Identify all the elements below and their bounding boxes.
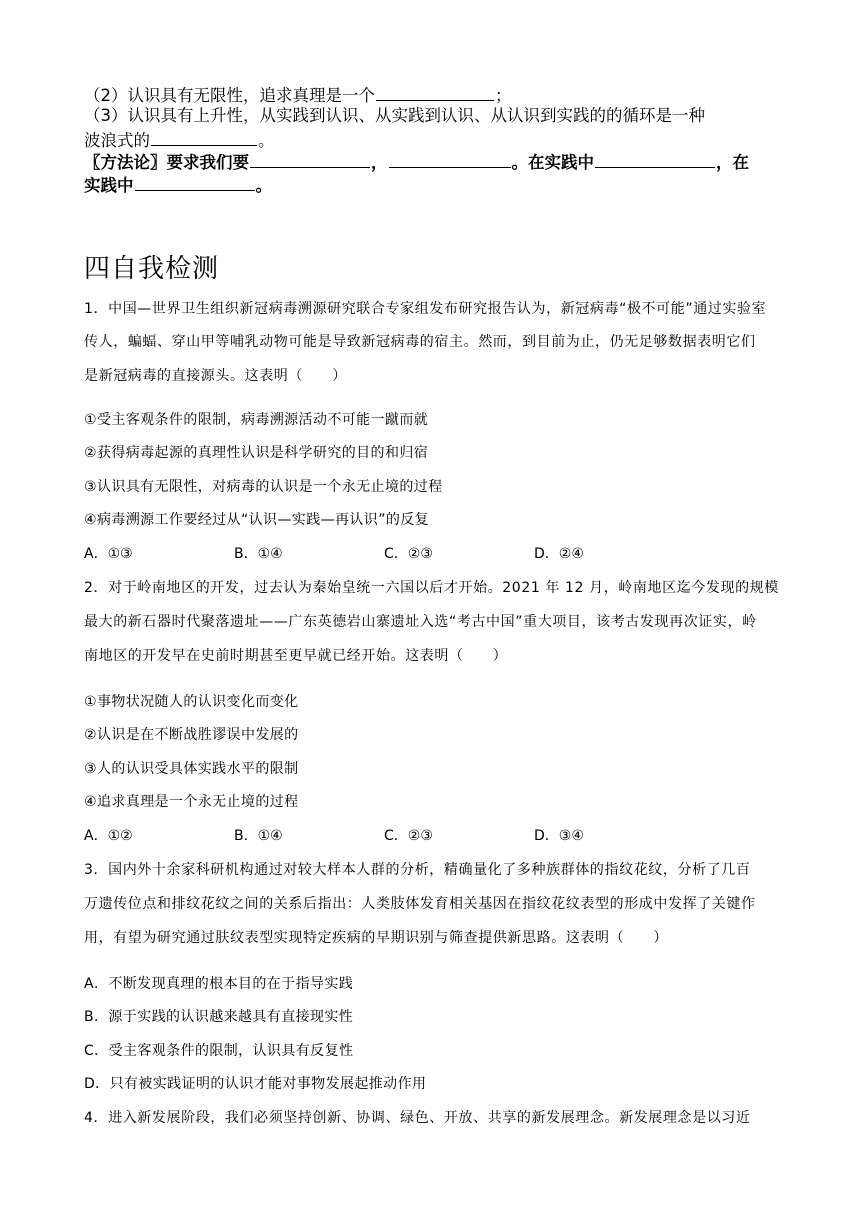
fill-blank[interactable] [389,153,511,168]
question-2-statement: ①事物状况随人的认识变化而变化 [84,694,299,710]
question-1-statement: ①受主客观条件的限制，病毒溯源活动不可能一蹴而就 [84,412,429,428]
fill-blank[interactable] [595,153,715,168]
choice-d[interactable]: D．③④ [534,828,584,844]
question-1-statement: ②获得病毒起源的真理性认识是科学研究的目的和归宿 [84,445,429,461]
question-1-stem: 1．中国—世界卫生组织新冠病毒溯源研究联合专家组发布研究报告认为，新冠病毒“极不可能”通过实验室 [84,301,767,317]
question-2-stem: 2．对于岭南地区的开发，过去认为秦始皇统一六国以后才开始。2021 年 12 月，岭南地区迄今发现的规模 [84,580,779,596]
fill-blank[interactable] [250,153,370,168]
methodology-sep: ， [371,153,388,172]
methodology-sep: 。在实践中 [511,153,594,172]
question-1-stem: 是新冠病毒的直接源头。这表明（ ） [84,368,347,384]
review-line-2-text: （2）认识具有无限性，追求真理是一个 [84,86,375,105]
question-2-stem: 南地区的开发早在史前时期甚至更早就已经开始。这表明（ ） [84,648,508,664]
fill-blank[interactable] [376,86,494,101]
fill-blank[interactable] [135,176,255,191]
question-1-choices [84,547,684,561]
question-4-stem: 4．进入新发展阶段，我们必须坚持创新、协调、绿色、开放、共享的新发展理念。新发展理念是以习近 [84,1110,751,1126]
choice-b[interactable]: B．①④ [234,546,283,562]
question-2-choices [84,829,684,843]
question-1-statement: ③认识具有无限性，对病毒的认识是一个永无止境的过程 [84,479,443,495]
review-line-3-cont-text: 波浪式的 [84,131,150,150]
section-title: 四自我检测 [84,254,220,284]
choice-b[interactable]: B．①④ [234,828,283,844]
review-line-3: （3）认识具有上升性，从实践到认识、从实践到认识、从认识到实践的的循环是一种 [84,106,705,125]
question-2-statement: ②认识是在不断战胜谬误中发展的 [84,727,299,743]
question-3-stem: 万遗传位点和排纹花纹之间的关系后指出：人类肢体发育相关基因在指纹花纹表型的形成中发挥了关键作 [84,896,756,912]
question-1-stem: 传人，蝙蝠、穿山甲等哺乳动物可能是导致新冠病毒的宿主。然而，到目前为止，仍无足够数据表明它们 [84,334,756,350]
question-3-option-d[interactable]: D．只有被实践证明的认识才能对事物发展起推动作用 [84,1076,427,1092]
question-3-stem: 用，有望为研究通过肤纹表型实现特定疾病的早期识别与筛查提供新思路。这表明（ ） [84,930,668,946]
methodology-cont-text: 实践中 [84,176,134,195]
review-line-2 [84,86,512,105]
question-3-option-b[interactable]: B．源于实践的认识越来越具有直接现实性 [84,1009,354,1025]
question-3-option-a[interactable]: A．不断发现真理的根本目的在于指导实践 [84,976,354,992]
question-3-stem: 3．国内外十余家科研机构通过对较大样本人群的分析，精确量化了多种族群体的指纹花纹，分析了几百 [84,862,751,878]
question-3-option-c[interactable]: C．受主客观条件的限制，认识具有反复性 [84,1043,354,1059]
methodology-label: 〖方法论〗要求我们要 [84,153,249,172]
review-line-3-cont-end: 。 [258,131,275,150]
question-2-stem: 最大的新石器时代聚落遗址——广东英德岩山寨遗址入选“考古中国”重大项目，该考古发现再次证实，岭 [84,614,757,630]
question-2-statement: ④追求真理是一个永无止境的过程 [84,794,299,810]
review-line-2-end: ； [495,86,512,105]
methodology-line-cont [84,176,272,195]
choice-c[interactable]: C．②③ [384,828,433,844]
fill-blank[interactable] [151,131,257,146]
review-line-3-cont [84,131,275,150]
choice-c[interactable]: C．②③ [384,546,433,562]
methodology-cont-end: 。 [255,176,272,195]
methodology-sep: ，在 [716,153,749,172]
question-1-statement: ④病毒溯源工作要经过从“认识—实践—再认识”的反复 [84,512,430,528]
choice-a[interactable]: A．①③ [84,546,133,562]
choice-a[interactable]: A．①② [84,828,133,844]
question-2-statement: ③人的认识受具体实践水平的限制 [84,761,299,777]
methodology-line [84,153,749,172]
choice-d[interactable]: D．②④ [534,546,584,562]
